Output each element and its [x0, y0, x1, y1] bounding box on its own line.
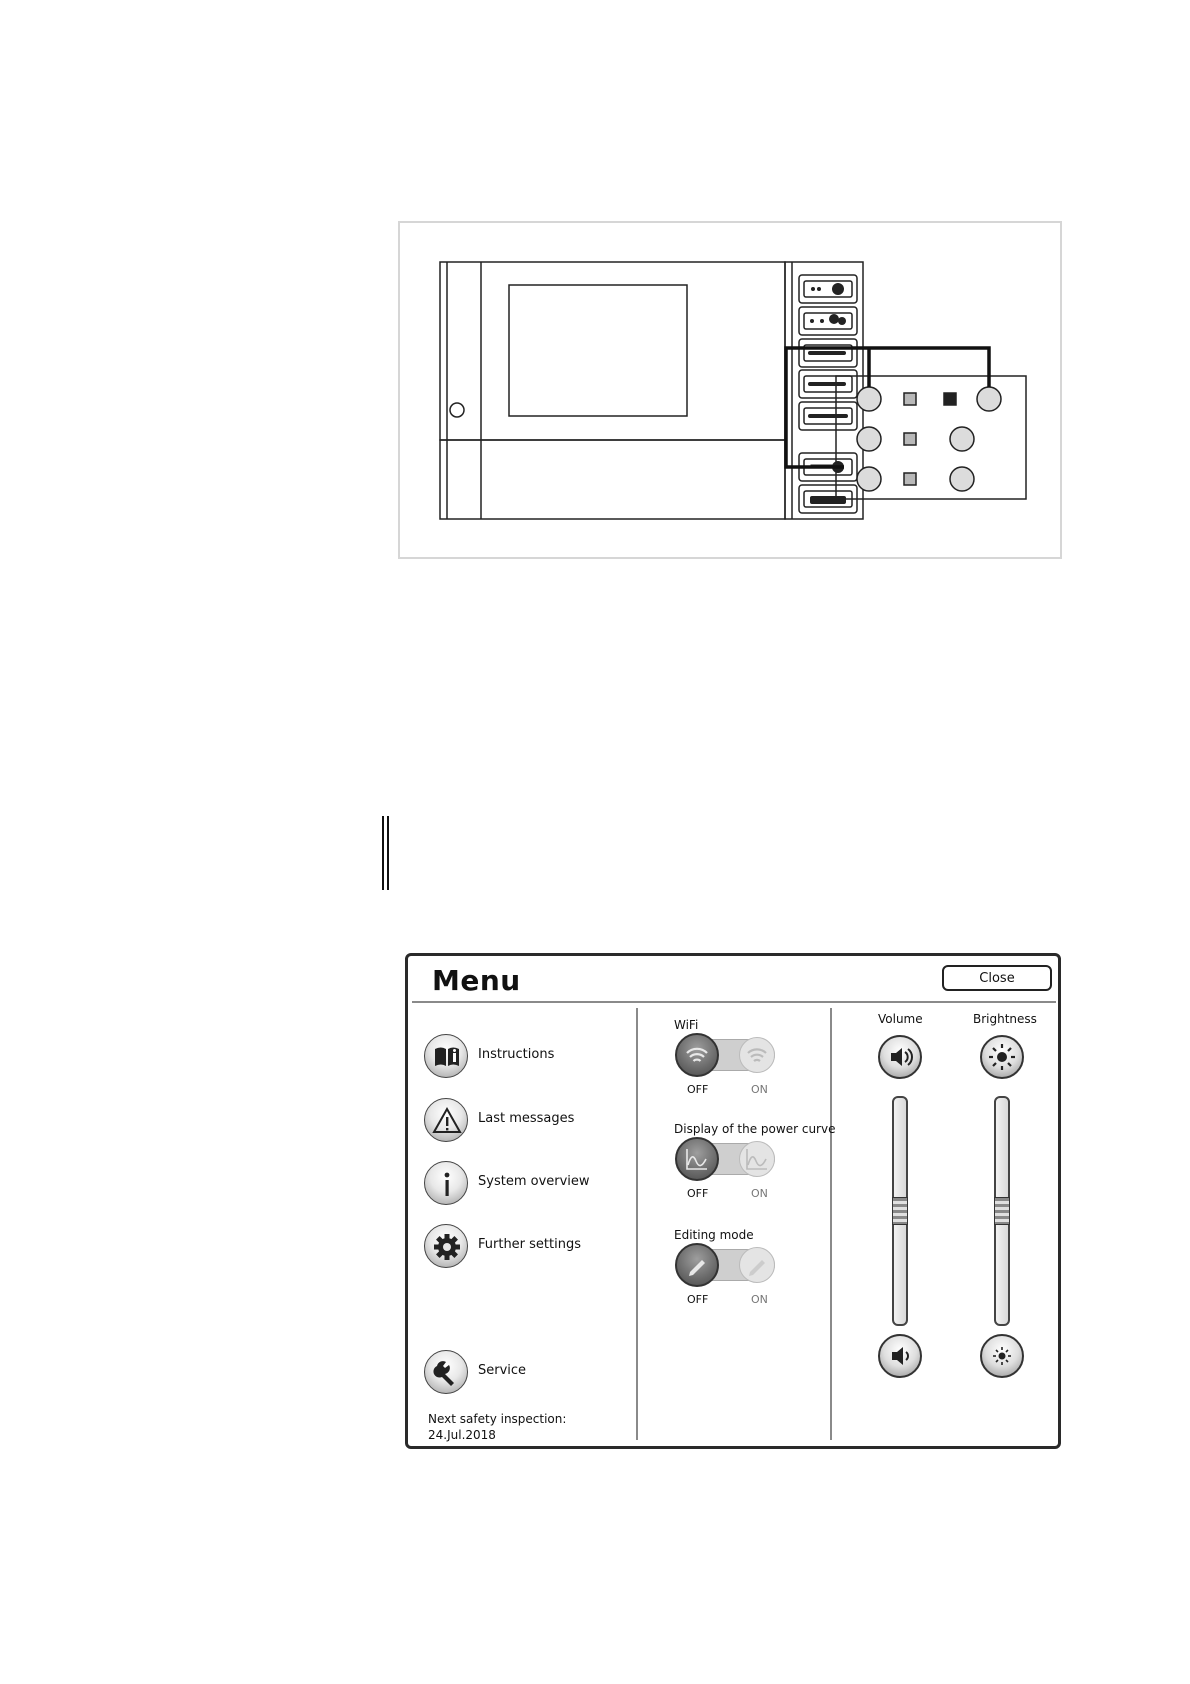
- menu-item-label: Service: [478, 1363, 527, 1378]
- next-inspection: [428, 1411, 566, 1443]
- column-divider-right: [830, 1008, 832, 1440]
- connection-figure: [398, 221, 1062, 559]
- wifi-on-glyph: [743, 1041, 771, 1069]
- volume-label: Volume: [878, 1012, 923, 1026]
- touch-screen: [509, 285, 687, 416]
- device-diagram: [400, 223, 1064, 561]
- editing-mode-state-labels: [675, 1293, 779, 1307]
- sun-dim-icon: [982, 1336, 1022, 1376]
- wifi-label: WiFi: [674, 1018, 699, 1032]
- wifi-state-labels: [675, 1083, 779, 1097]
- socket-pins: [808, 283, 848, 504]
- menu-item-last-messages[interactable]: [424, 1098, 624, 1144]
- column-divider-left: [636, 1008, 638, 1440]
- info-icon: [424, 1161, 468, 1205]
- on-label: ON: [751, 1187, 768, 1200]
- menu-item-instructions[interactable]: [424, 1034, 624, 1080]
- menu-item-label: Further settings: [478, 1237, 582, 1252]
- book-icon: [424, 1034, 468, 1078]
- curve-icon: [683, 1145, 711, 1173]
- on-label: ON: [751, 1293, 768, 1306]
- editing-mode-toggle[interactable]: [675, 1243, 779, 1287]
- volume-up-button[interactable]: [878, 1035, 922, 1079]
- power-curve-label: Display of the power curve: [674, 1122, 836, 1136]
- menu-item-label: Last messages: [478, 1111, 575, 1126]
- menu-item-service[interactable]: [424, 1350, 624, 1396]
- power-curve-state-labels: [675, 1187, 779, 1201]
- off-label: OFF: [687, 1083, 709, 1096]
- brightness-down-button[interactable]: [980, 1334, 1024, 1378]
- note-bar: [382, 816, 389, 890]
- off-label: OFF: [687, 1187, 709, 1200]
- menu-item-system-overview[interactable]: [424, 1161, 624, 1207]
- header-divider: [412, 1001, 1056, 1003]
- power-curve-toggle[interactable]: [675, 1137, 779, 1181]
- warning-icon: [424, 1098, 468, 1142]
- menu-screen: [405, 953, 1061, 1449]
- sun-bright-icon: [982, 1037, 1022, 1077]
- menu-item-label: System overview: [478, 1174, 590, 1189]
- board-terminals: [857, 387, 1001, 491]
- gear-icon: [424, 1224, 468, 1268]
- editing-mode-label: Editing mode: [674, 1228, 754, 1242]
- power-button-icon: [450, 403, 464, 417]
- socket-modules: [799, 275, 857, 513]
- pencil-icon: [683, 1251, 711, 1279]
- off-label: OFF: [687, 1293, 709, 1306]
- speaker-loud-icon: [880, 1037, 920, 1077]
- volume-down-button[interactable]: [878, 1334, 922, 1378]
- volume-slider[interactable]: [892, 1096, 908, 1326]
- wrench-icon: [424, 1350, 468, 1394]
- menu-title: Menu: [432, 964, 521, 997]
- menu-item-label: Instructions: [478, 1047, 555, 1062]
- close-button[interactable]: Close: [942, 965, 1052, 991]
- speaker-quiet-icon: [880, 1336, 920, 1376]
- brightness-label: Brightness: [973, 1012, 1037, 1026]
- brightness-up-button[interactable]: [980, 1035, 1024, 1079]
- next-inspection-label: Next safety inspection:: [428, 1412, 567, 1426]
- brightness-slider[interactable]: [994, 1096, 1010, 1326]
- volume-slider-thumb[interactable]: [892, 1197, 908, 1225]
- wifi-icon: [681, 1041, 713, 1069]
- wifi-toggle[interactable]: [675, 1033, 779, 1077]
- pencil-on-glyph: [743, 1251, 771, 1279]
- brightness-slider-thumb[interactable]: [994, 1197, 1010, 1225]
- next-inspection-date: 24.Jul.2018: [428, 1428, 496, 1442]
- on-label: ON: [751, 1083, 768, 1096]
- curve-on-glyph: [743, 1145, 771, 1173]
- menu-item-further-settings[interactable]: [424, 1224, 624, 1270]
